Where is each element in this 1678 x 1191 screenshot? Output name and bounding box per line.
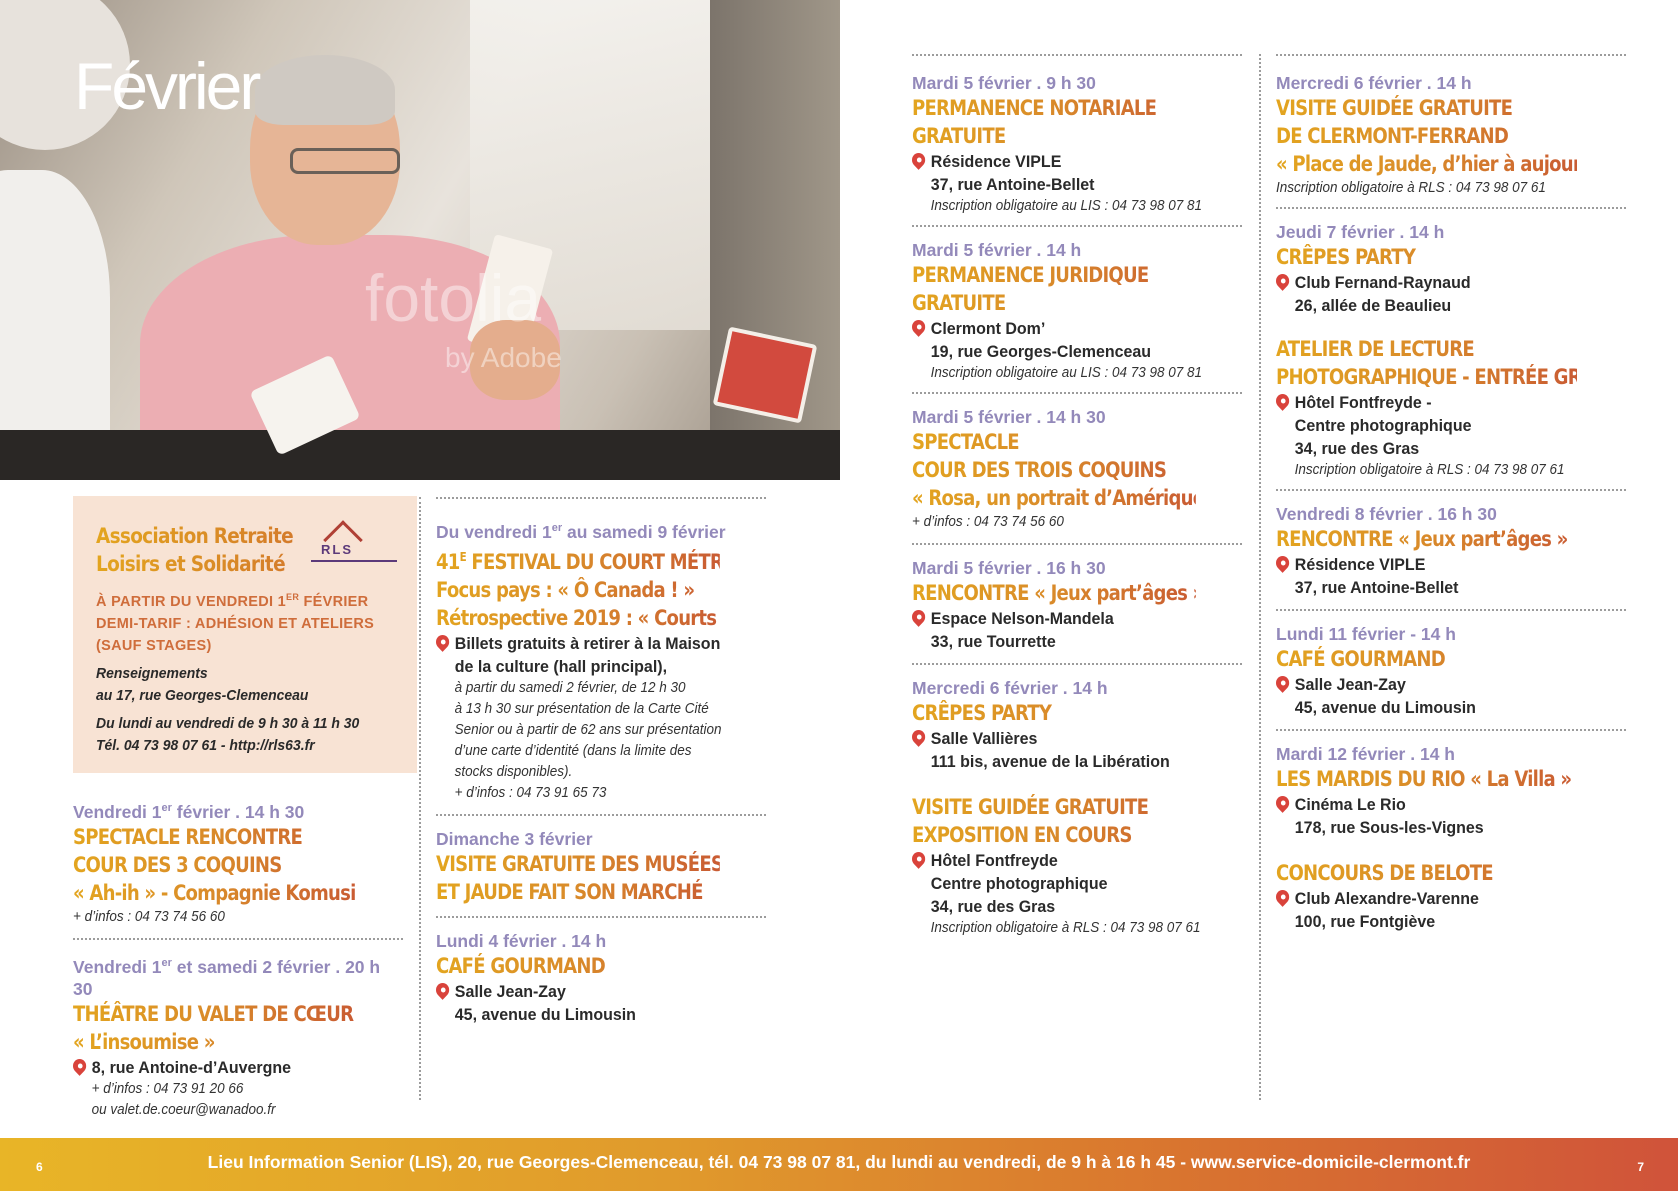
event-title: COUR DES 3 COQUINS — [73, 851, 357, 879]
location-pin-icon — [1273, 271, 1292, 291]
event-title: ET JAUDE FAIT SON MARCHÉ — [436, 878, 720, 906]
separator — [1276, 729, 1626, 731]
separator — [1276, 54, 1626, 56]
location-pin-icon — [909, 727, 928, 747]
column-divider — [419, 497, 421, 1100]
event-place: 178, rue Sous-les-Vignes — [1294, 818, 1484, 837]
event-title: GRATUITE — [912, 122, 1196, 150]
event-date — [436, 517, 766, 543]
event-date: Jeudi 7 février . 14 h — [1276, 222, 1445, 242]
separator — [436, 916, 766, 918]
event-place — [1276, 553, 1605, 576]
event — [912, 793, 1242, 939]
event-place — [1276, 793, 1605, 816]
event-info: stocks disponibles). — [454, 763, 573, 780]
date-sup: er — [161, 956, 172, 969]
rls-logo — [311, 526, 401, 566]
separator — [1276, 609, 1626, 611]
event-title: COUR DES TROIS COQUINS — [912, 456, 1196, 484]
event-info: Senior ou à partir de 62 ans sur présentation — [454, 721, 722, 738]
date-sup: er — [161, 802, 172, 814]
association-hours: Du lundi au vendredi de 9 h 30 à 11 h 30 — [96, 714, 360, 732]
logo-underline — [311, 560, 397, 562]
event-title: CRÊPES PARTY — [1276, 243, 1577, 271]
event-title: VISITE GUIDÉE GRATUITE — [912, 793, 1196, 821]
event-info: Inscription obligatoire à RLS : 04 73 98 07 61 — [1276, 180, 1546, 196]
event-place — [912, 727, 1222, 750]
event — [436, 930, 766, 1026]
place-text: Cinéma Le Rio — [1294, 795, 1406, 814]
location-pin-icon — [70, 1056, 89, 1076]
event-place — [1276, 271, 1605, 294]
offer-text: À PARTIR DU VENDREDI 1 — [96, 593, 287, 610]
event-title: SPECTACLE RENCONTRE — [73, 823, 357, 851]
association-offer: (SAUF STAGES) — [96, 637, 212, 654]
event-title: Focus pays : « Ô Canada ! » — [436, 576, 720, 604]
column-1 — [73, 797, 403, 1121]
photo-glasses — [290, 148, 400, 174]
event-info: + d’infos : 04 73 91 65 73 — [454, 784, 607, 801]
hero-photo — [0, 0, 840, 480]
event-title: CAFÉ GOURMAND — [1276, 645, 1577, 673]
event-date — [73, 797, 403, 823]
event-title: THÉÂTRE DU VALET DE CŒUR — [73, 1000, 357, 1028]
event-place: 26, allée de Beaulieu — [1294, 296, 1452, 315]
place-text: Hôtel Fontfreyde - — [1294, 393, 1432, 412]
location-pin-icon — [1273, 793, 1292, 813]
association-info: au 17, rue Georges-Clemenceau — [96, 686, 309, 704]
event-place: 100, rue Fontgiève — [1294, 912, 1436, 931]
event-info: + d’infos : 04 73 91 20 66 — [91, 1080, 244, 1097]
column-3 — [912, 54, 1280, 939]
event — [73, 797, 403, 928]
event-title: CAFÉ GOURMAND — [436, 952, 720, 980]
event-title: EXPOSITION EN COURS — [912, 821, 1196, 849]
event-place: 45, avenue du Limousin — [1294, 698, 1476, 717]
association-contact: Tél. 04 73 98 07 61 - http://rls63.fr — [96, 736, 315, 754]
event-place — [1276, 391, 1605, 414]
event-info: d’une carte d’identité (dans la limite des — [454, 742, 692, 759]
location-pin-icon — [1273, 553, 1292, 573]
date-text: au samedi 9 février — [562, 521, 726, 542]
place-text: Billets gratuits à retirer à la Maison — [454, 633, 721, 653]
event-title: « Place de Jaude, d’hier à aujourd’hui » — [1276, 152, 1646, 176]
event-title: CONCOURS DE BELOTE — [1276, 859, 1577, 887]
photo-watermark-by: by Adobe — [445, 342, 562, 373]
place-text: Hôtel Fontfreyde — [930, 851, 1058, 870]
event — [1276, 743, 1626, 839]
event-info: + d’infos : 04 73 74 56 60 — [73, 908, 225, 925]
event — [73, 952, 403, 1121]
event-title: « L’insoumise » — [73, 1028, 357, 1056]
event-place — [1276, 887, 1605, 910]
event-title: PERMANENCE JURIDIQUE — [912, 261, 1196, 289]
event-title: LES MARDIS DU RIO « La Villa » — [1276, 765, 1577, 793]
event — [1276, 221, 1626, 317]
event-title — [436, 543, 762, 576]
event-date: Mardi 5 février . 14 h — [912, 240, 1082, 260]
photo-man-hair — [255, 55, 395, 125]
separator — [436, 497, 766, 499]
place-text: Salle Vallières — [930, 729, 1038, 748]
event-date: Mardi 5 février . 9 h 30 — [912, 73, 1096, 93]
event-title: « Rosa, un portrait d’Amérique latine » — [912, 486, 1280, 510]
title-text: FESTIVAL DU COURT MÉTRAGE — [465, 549, 762, 574]
event-title: « Ah-ih » - Compagnie Komusin — [73, 880, 368, 905]
event-place: de la culture (hall principal), — [454, 656, 668, 676]
event-place: 37, rue Antoine-Bellet — [930, 175, 1095, 194]
event-place — [436, 632, 746, 655]
place-text: Club Fernand-Raynaud — [1294, 273, 1471, 292]
event-place: Centre photographique — [1294, 416, 1472, 435]
photo-watermark: fotolia — [365, 261, 542, 335]
location-pin-icon — [433, 980, 452, 1000]
event-info: Inscription obligatoire au LIS : 04 73 98 07 81 — [930, 198, 1202, 214]
date-text: Vendredi 1 — [73, 956, 162, 977]
event-date: Mercredi 6 février . 14 h — [912, 678, 1108, 698]
location-pin-icon — [909, 849, 928, 869]
date-text: et samedi 2 février . 20 h 30 — [73, 956, 381, 999]
association-info: Renseignements — [96, 664, 208, 682]
separator — [912, 392, 1242, 394]
event — [436, 517, 821, 804]
event — [1276, 623, 1626, 719]
event — [912, 557, 1242, 653]
place-text: Résidence VIPLE — [1294, 555, 1426, 574]
event-place: 34, rue des Gras — [930, 897, 1056, 916]
event-title: VISITE GRATUITE DES MUSÉES — [436, 851, 724, 876]
association-name: Association Retraite — [96, 522, 359, 550]
event-date: Dimanche 3 février — [436, 828, 593, 849]
event — [436, 828, 766, 906]
location-pin-icon — [1273, 391, 1292, 411]
event — [912, 239, 1242, 384]
event-title: ATELIER DE LECTURE — [1276, 335, 1577, 363]
event-date — [73, 952, 403, 1000]
event-info: Inscription obligatoire à RLS : 04 73 98 07 61 — [930, 920, 1201, 936]
event — [1276, 859, 1626, 933]
event-title — [1276, 363, 1648, 391]
event-info: Inscription obligatoire au LIS : 04 73 98 07 81 — [930, 365, 1202, 381]
event — [1276, 335, 1648, 481]
column-divider — [1259, 54, 1261, 1100]
location-pin-icon — [909, 150, 928, 170]
date-text: Du vendredi 1 — [436, 521, 552, 542]
title-text: PHOTOGRAPHIQUE - ENTRÉE GRATUITE — [1276, 365, 1648, 389]
location-pin-icon — [1273, 887, 1292, 907]
offer-sup: ER — [286, 592, 300, 602]
place-text: Résidence VIPLE — [930, 152, 1062, 171]
event-info: à partir du samedi 2 février, de 12 h 30 — [454, 679, 686, 696]
event — [912, 406, 1280, 533]
event-date: Mardi 5 février . 16 h 30 — [912, 558, 1106, 578]
footer-banner — [0, 1138, 1678, 1191]
event-date: Mercredi 6 février . 14 h — [1276, 73, 1472, 93]
event-title: RENCONTRE « Jeux part’âges » — [1276, 525, 1577, 553]
event-place — [912, 317, 1222, 340]
event-info: à 13 h 30 sur présentation de la Carte Cité — [454, 700, 709, 717]
separator — [912, 54, 1242, 56]
event-date: Mardi 5 février . 14 h 30 — [912, 407, 1106, 427]
event-title: VISITE GUIDÉE GRATUITE — [1276, 94, 1577, 122]
event-info: ou valet.de.coeur@wanadoo.fr — [91, 1101, 276, 1118]
event-place: 33, rue Tourrette — [930, 632, 1056, 651]
association-offer — [96, 586, 395, 613]
event-title: PERMANENCE NOTARIALE — [912, 94, 1196, 122]
location-pin-icon — [1273, 673, 1292, 693]
event — [912, 72, 1242, 217]
place-text: Club Alexandre-Varenne — [1294, 889, 1479, 908]
offer-text: FÉVRIER — [299, 593, 369, 610]
event-place: 45, avenue du Limousin — [454, 1004, 636, 1024]
date-text: février . 14 h 30 — [171, 801, 305, 822]
event-title: Rétrospective 2019 : « Courts de Babel » — [436, 605, 821, 630]
event-title: SPECTACLE — [912, 428, 1196, 456]
separator — [912, 663, 1242, 665]
separator — [73, 938, 403, 940]
place-text: Espace Nelson-Mandela — [930, 609, 1114, 628]
separator — [912, 225, 1242, 227]
title-sup: E — [459, 549, 466, 564]
month-title: Février — [74, 49, 259, 123]
separator — [436, 814, 766, 816]
event-title: GRATUITE — [912, 289, 1196, 317]
event-title: DE CLERMONT-FERRAND — [1276, 122, 1577, 150]
title-text: 41 — [436, 549, 460, 574]
event-info: Inscription obligatoire à RLS : 04 73 98 07 61 — [1294, 462, 1565, 478]
event-place — [912, 150, 1222, 173]
event-date: Lundi 4 février . 14 h — [436, 930, 607, 951]
event-place: 37, rue Antoine-Bellet — [1294, 578, 1459, 597]
event-place — [1276, 673, 1605, 696]
event-title: RENCONTRE « Jeux part’âges » — [912, 581, 1204, 605]
event-place — [73, 1056, 383, 1079]
event-place: 111 bis, avenue de la Libération — [930, 752, 1170, 771]
event-place — [912, 849, 1222, 872]
event-place: Centre photographique — [930, 874, 1108, 893]
event-date: Lundi 11 février - 14 h — [1276, 624, 1456, 644]
separator — [1276, 207, 1626, 209]
column-2 — [436, 497, 821, 1026]
event-place: 34, rue des Gras — [1294, 439, 1420, 458]
separator — [912, 543, 1242, 545]
event-info: + d’infos : 04 73 74 56 60 — [912, 514, 1064, 530]
location-pin-icon — [909, 317, 928, 337]
footer-text: Lieu Information Senior (LIS), 20, rue Georges-Clemenceau, tél. 04 73 98 07 81, du lundi au vendredi, de 9 h à 16 h 45 - www.service-domicile-clermont.fr — [207, 1152, 1471, 1172]
event-date: Mardi 12 février . 14 h — [1276, 744, 1455, 764]
event — [912, 677, 1242, 773]
column-4 — [1276, 54, 1648, 933]
page-number-left: 6 — [36, 1160, 43, 1174]
rls-logo-text: RLS — [321, 542, 353, 557]
association-box — [73, 496, 417, 773]
page-number-right: 7 — [1637, 1160, 1644, 1174]
event — [1276, 503, 1626, 599]
place-text: Salle Jean-Zay — [454, 981, 566, 1001]
event — [1276, 72, 1646, 199]
place-text: Salle Jean-Zay — [1294, 675, 1406, 694]
event-title: CRÊPES PARTY — [912, 699, 1196, 727]
date-sup: er — [551, 522, 563, 534]
event-date: Vendredi 8 février . 16 h 30 — [1276, 504, 1497, 524]
location-pin-icon — [909, 607, 928, 627]
association-name: Loisirs et Solidarité — [96, 550, 359, 578]
photo-table — [0, 430, 840, 480]
association-offer: DEMI-TARIF : ADHÉSION ET ATELIERS — [96, 615, 375, 632]
event-place: 19, rue Georges-Clemenceau — [930, 342, 1152, 361]
place-text: 8, rue Antoine-d’Auvergne — [91, 1057, 291, 1077]
event-place — [436, 980, 746, 1003]
location-pin-icon — [433, 632, 452, 652]
date-text: Vendredi 1 — [73, 801, 162, 822]
place-text: Clermont Dom’ — [930, 319, 1046, 338]
separator — [1276, 489, 1626, 491]
event-place — [912, 607, 1222, 630]
